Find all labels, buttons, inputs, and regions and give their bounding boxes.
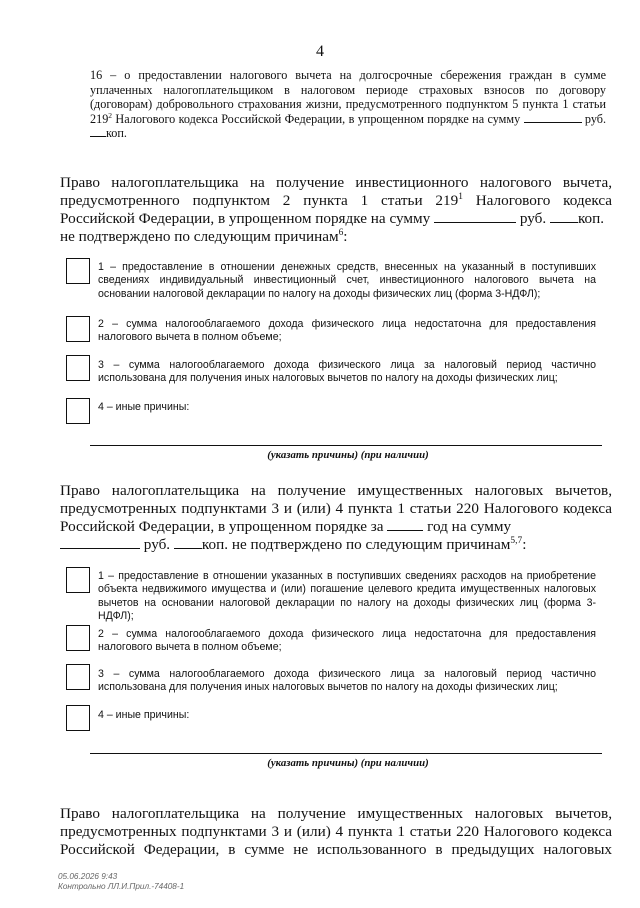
section1-option-2: 2 – сумма налогооблагаемого дохода физического лица недостаточна для предоставления налогового вычета в полном объеме; xyxy=(98,318,596,344)
section2-reason-caption: (указать причины) (при наличии) xyxy=(267,757,429,769)
section3-heading: Право налогоплательщика на получение имущественных налоговых вычетов, предусмотренных подпунктами 3 и (или) 4 пункта 1 статьи 220 Налогового кодекса Российской Федерации, в сумме не использованного в предыдущих налоговых xyxy=(60,805,612,858)
section1-reason-caption: (указать причины) (при наличии) xyxy=(267,449,429,461)
section1-checkbox-1[interactable] xyxy=(66,258,90,284)
section2-option-1: 1 – предоставление в отношении указанных в поступивших сведениях расходов на приобретение объекта недвижимого имущества и (или) погашение целевого кредита имущественных налоговых вычетов на основании налоговой декларации по налогу на доходы физических лиц (форма 3-НДФЛ); xyxy=(98,570,596,623)
section1-checkbox-3[interactable] xyxy=(66,355,90,381)
section2-checkbox-3[interactable] xyxy=(66,664,90,690)
intro-paragraph: 16 – о предоставлении налогового вычета на долгосрочные сбережения граждан в сумме уплаченных налогоплательщиком в налоговом периоде страховых взносов по договору (договорам) добровольного страхования жизни, предусмотренного подпунктом 5 пункта 1 статьи $219^2$ Налогового кодекса Российской Федерации, в упрощенном порядке на сумму руб. коп. xyxy=(90,68,607,141)
section2-checkbox-4[interactable] xyxy=(66,705,90,731)
section2-checkbox-2[interactable] xyxy=(66,625,90,651)
page-number: 4 xyxy=(316,43,324,60)
section1-checkbox-4[interactable] xyxy=(66,398,90,424)
section2-heading: Право налогоплательщика на получение имущественных налоговых вычетов, предусмотренных подпунктами 3 и (или) 4 пункта 1 статьи 220 Налогового кодекса Российской Федерации, в упрощенном порядке за год на сумму руб. коп. не подтверждено по следующим причинам$^{5,7}$: xyxy=(60,482,612,553)
section2-option-3: 3 – сумма налогооблагаемого дохода физического лица за налоговый период частично использована для получения иных налоговых вычетов по налогу на доходы физических лиц; xyxy=(98,668,596,694)
section2-option-4: 4 – иные причины: xyxy=(98,709,190,721)
section2-option-2: 2 – сумма налогооблагаемого дохода физического лица недостаточна для предоставления налогового вычета в полном объеме; xyxy=(98,628,596,654)
section1-checkbox-2[interactable] xyxy=(66,316,90,342)
section1-option-4: 4 – иные причины: xyxy=(98,401,190,413)
section2-checkbox-1[interactable] xyxy=(66,567,90,593)
section1-option-1: 1 – предоставление в отношении денежных средств, внесенных на указанный в поступивших сведениях индивидуальный инвестиционный счет, инвестиционного налогового вычета на основании налоговой декларации по налогу на доходы физических лиц (форма 3-НДФЛ); xyxy=(98,261,596,300)
section1-reason-line[interactable] xyxy=(90,445,602,446)
section2-reason-line[interactable] xyxy=(90,753,602,754)
section1-heading: Право налогоплательщика на получение инвестиционного налогового вычета, предусмотренного подпунктом 2 пункта 1 статьи $219^1$ Налогового кодекса Российской Федерации, в упрощенном порядке на сумму руб. коп. не подтверждено по следующим причинам$^6$: xyxy=(60,174,612,245)
section1-option-3: 3 – сумма налогооблагаемого дохода физического лица за налоговый период частично использована для получения иных налоговых вычетов по налогу на доходы физических лиц; xyxy=(98,359,596,385)
footer-stamp: 05.06.2026 9:43 Контрольно ЛЛ.И.Прил.-74408-1 xyxy=(58,872,185,891)
